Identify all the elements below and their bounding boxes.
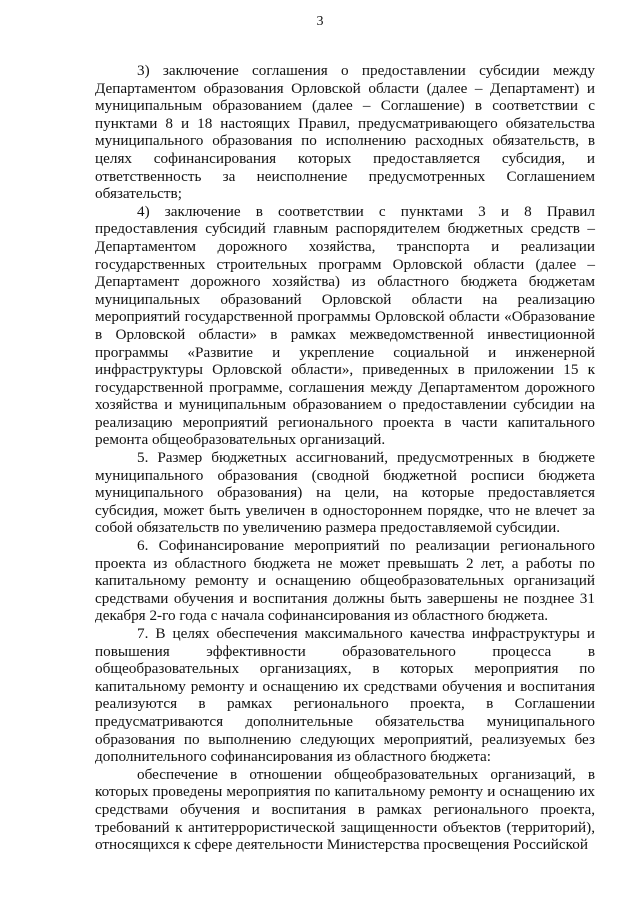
document-body — [95, 62, 595, 854]
paragraph-obligation-item: обеспечение в отношении общеобразовательных организаций, в которых проведены мероприятия по капитальному ремонту и оснащению их средствами обучения и воспитания в рамках регионального проекта, требований к антитеррористической защищенности объектов (территорий), относящихся к сфере деятельности Министерства просвещения Российской — [95, 765, 595, 854]
page-number: 3 — [316, 14, 324, 29]
paragraph-item-4: 4) заключение в соответствии с пунктами 3 и 8 Правил предоставления субсидий главным распорядителем бюджетных средств – Департаментом дорожного хозяйства, транспорта и реализации государственных строительных программ Орловской области (далее – Департамент дорожного хозяйства) из областного бюджета бюджетам муниципальных образований Орловской области на реализацию мероприятий государственной программы Орловской области «Образование в Орловской области» в рамках межведомственной инвестиционной программы «Развитие и укрепление социальной и инженерной инфраструктуры Орловской области», приведенных в приложении 15 к государственной программе, соглашения между Департаментом дорожного хозяйства и муниципальным образованием о предоставлении субсидии на реализацию мероприятий регионального проекта в части капитального ремонта общеобразовательных организаций. — [95, 202, 595, 449]
paragraph-item-3: 3) заключение соглашения о предоставлении субсидии между Департаментом образования Орловской области (далее – Департамент) и муниципальным образованием (далее – Соглашение) в соответствии с пунктами 8 и 18 настоящих Правил, предусматривающего обязательства муниципального образования по исполнению расходных обязательств, в целях софинансирования которых предоставляется субсидия, и ответственность за неисполнение предусмотренных Соглашением обязательств; — [95, 62, 595, 203]
paragraph-clause-5: 5. Размер бюджетных ассигнований, предусмотренных в бюджете муниципального образования (сводной бюджетной росписи бюджета муниципального образования) на цели, на которые предоставляется субсидия, может быть увеличен в одностороннем порядке, что не влечет за собой обязательств по увеличению размера предоставляемой субсидии. — [95, 449, 595, 537]
paragraph-clause-6: 6. Софинансирование мероприятий по реализации регионального проекта из областного бюджета не может превышать 2 лет, а работы по капитальному ремонту и оснащению общеобразовательных организаций средствами обучения и воспитания должны быть завершены не позднее 31 декабря 2-го года с начала софинансирования из областного бюджета. — [95, 537, 595, 625]
paragraph-clause-7: 7. В целях обеспечения максимального качества инфраструктуры и повышения эффективности образовательного процесса в общеобразовательных организациях, в которых мероприятия по капитальному ремонту и оснащению их средствами обучения и воспитания реализуются в рамках регионального проекта, в Соглашении предусматриваются дополнительные обязательства муниципального образования по выполнению следующих мероприятий, реализуемых без дополнительного софинансирования из областного бюджета: — [95, 625, 595, 766]
